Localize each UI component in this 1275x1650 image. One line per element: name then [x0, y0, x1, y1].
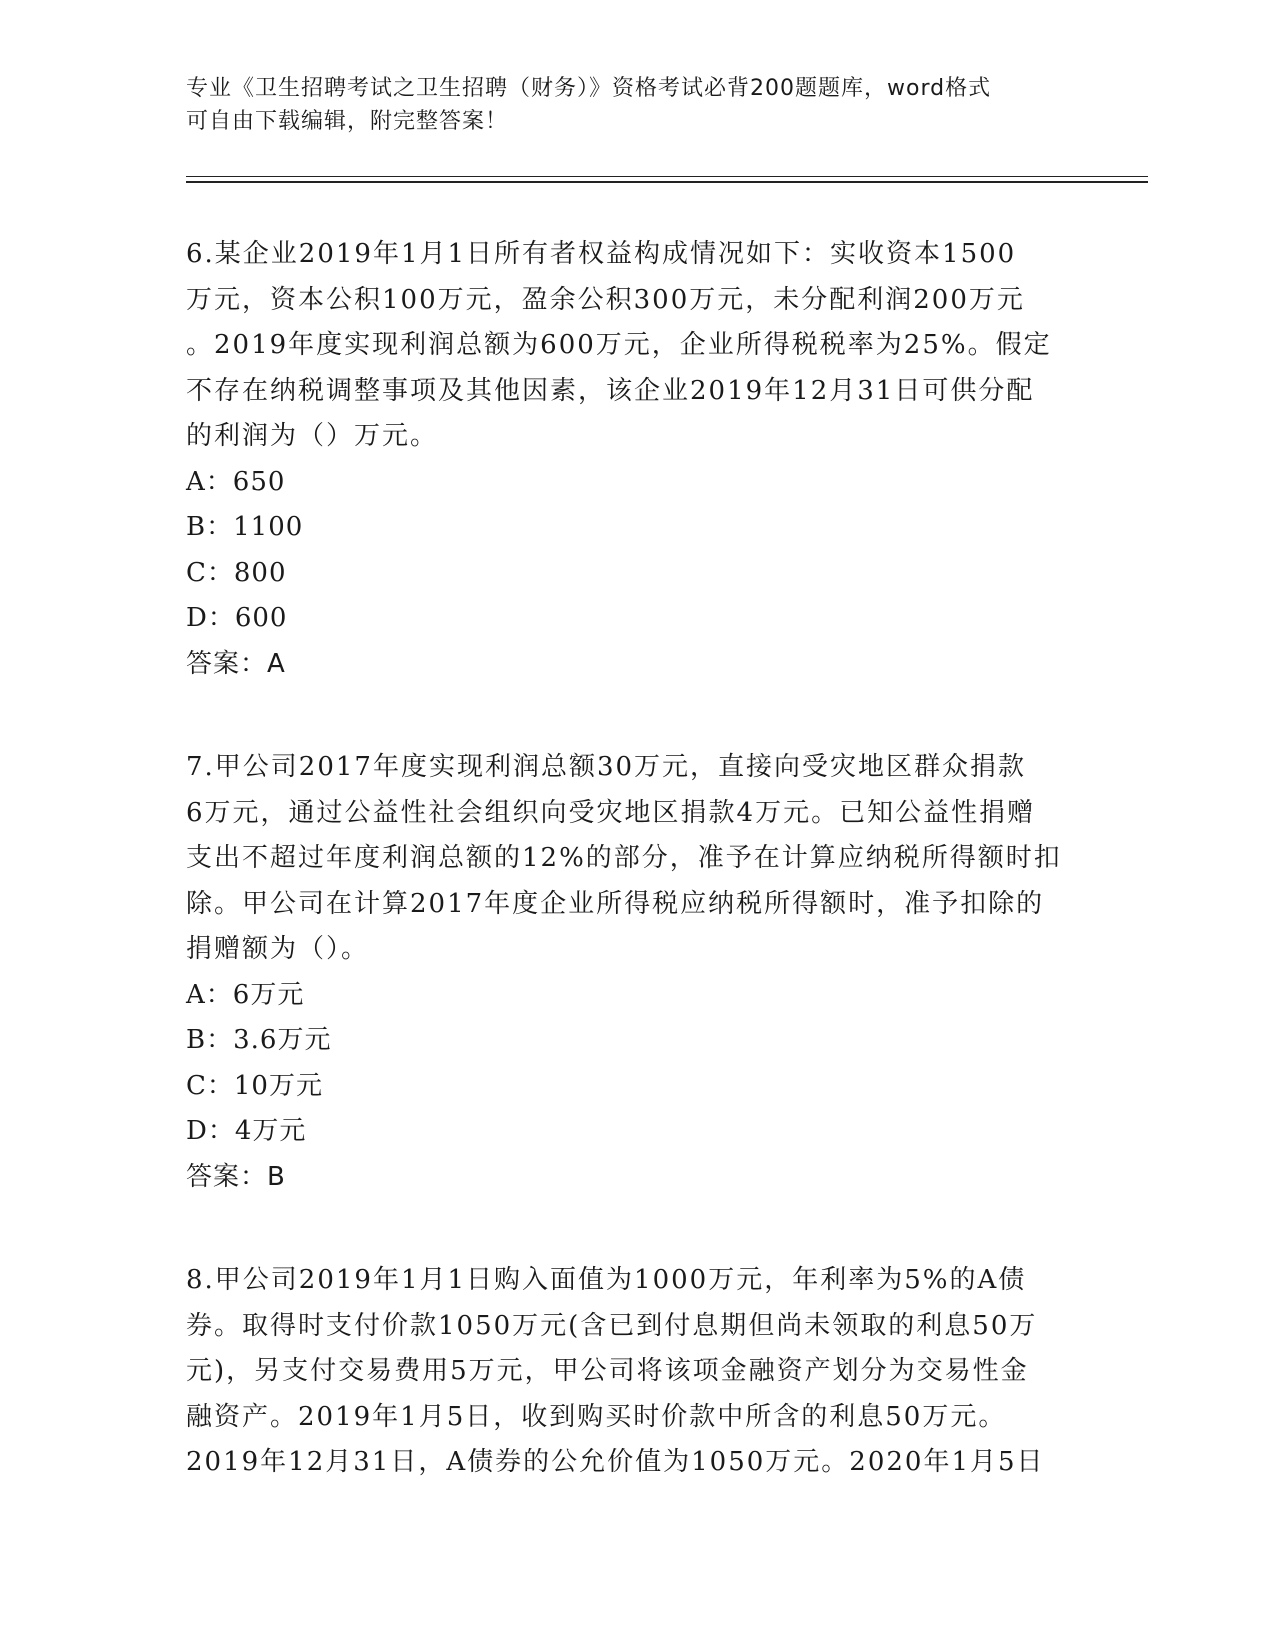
answer-label: 答案：B [186, 1161, 286, 1192]
question-line: 元)，另支付交易费用5万元，甲公司将该项金融资产划分为交易性金 [186, 1356, 1029, 1386]
question-line: 支出不超过年度利润总额的12%的部分，准予在计算应纳税所得额时扣 [186, 843, 1062, 873]
question-line: 捐赠额为（）。 [186, 934, 370, 964]
question-line: 的利润为（）万元。 [186, 421, 439, 451]
question-7 [186, 745, 1076, 1200]
document-header [186, 72, 1086, 138]
question-line: 2019年12月31日，A债券的公允价值为1050万元。2020年1月5日 [186, 1447, 1045, 1477]
header-line-2: 可自由下载编辑，附完整答案！ [186, 109, 509, 134]
question-list [186, 232, 1076, 1544]
question-line: 万元，资本公积100万元，盈余公积300万元，未分配利润200万元 [186, 284, 1025, 315]
question-8 [186, 1258, 1076, 1486]
answer-label: 答案：A [186, 648, 286, 679]
option-c: C：10万元 [186, 1070, 323, 1101]
question-line: 除。甲公司在计算2017年度企业所得税应纳税所得额时，准予扣除的 [186, 888, 1045, 919]
question-line: 券。取得时支付价款1050万元(含已到付息期但尚未领取的利息50万 [186, 1310, 1038, 1341]
question-line: 7.甲公司2017年度实现利润总额30万元，直接向受灾地区群众捐款 [186, 752, 1027, 782]
question-line: 6万元，通过公益性社会组织向受灾地区捐款4万元。已知公益性捐赠 [186, 797, 1036, 828]
question-line: 6.某企业2019年1月1日所有者权益构成情况如下：实收资本1500 [186, 239, 1017, 269]
question-6 [186, 232, 1076, 687]
question-line: 不存在纳税调整事项及其他因素，该企业2019年12月31日可供分配 [186, 375, 1035, 406]
option-d: D：600 [186, 603, 288, 633]
question-line: 融资产。2019年1月5日，收到购买时价款中所含的利息50万元。 [186, 1401, 1007, 1432]
header-divider-thin [186, 176, 1148, 177]
question-line: 。2019年度实现利润总额为600万元，企业所得税税率为25%。假定 [186, 330, 1052, 360]
option-a: A：650 [186, 466, 286, 497]
option-b: B：1100 [186, 512, 304, 542]
option-a: A：6万元 [186, 979, 305, 1010]
header-line-1: 专业《卫生招聘考试之卫生招聘（财务）》资格考试必背200题题库，word格式 [186, 76, 992, 101]
question-line: 8.甲公司2019年1月1日购入面值为1000万元，年利率为5%的A债 [186, 1265, 1027, 1295]
option-b: B：3.6万元 [186, 1025, 332, 1055]
header-divider-thick [186, 181, 1148, 183]
option-d: D：4万元 [186, 1116, 307, 1146]
option-c: C：800 [186, 557, 287, 588]
